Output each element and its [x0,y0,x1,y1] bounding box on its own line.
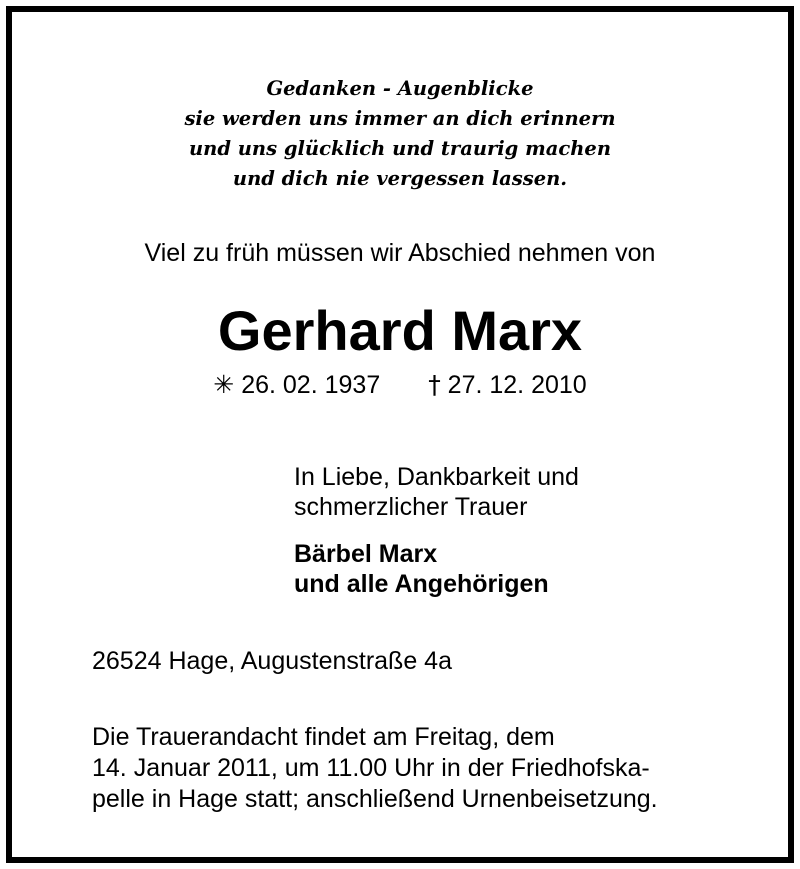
mourning-line: In Liebe, Dankbarkeit und [294,463,579,491]
death-date: 27. 12. 2010 [447,371,587,399]
poem-line: sie werden uns immer an dich erinnern [184,107,616,130]
death-cross-icon: † [428,370,441,399]
family-signature [294,539,549,599]
poem-line: und dich nie vergessen lassen. [232,167,568,190]
intro-text: Viel zu früh müssen wir Abschied nehmen von [144,239,656,267]
poem-line: Gedanken - Augenblicke [266,77,534,100]
service-line: pelle in Hage statt; anschließend Urnenbeisetzung. [92,785,658,813]
mourning-text [294,462,579,522]
mourning-line: schmerzlicher Trauer [294,493,528,521]
deceased-name: Gerhard Marx [217,299,583,362]
poem [12,74,788,194]
service-line: Die Trauerandacht findet am Freitag, dem [92,723,555,751]
address: 26524 Hage, Augustenstraße 4a [92,647,452,675]
life-dates [12,370,788,400]
obituary-frame [6,6,794,863]
birth-date: 26. 02. 1937 [241,371,381,399]
family-line: Bärbel Marx [294,540,438,568]
service-line: 14. Januar 2011, um 11.00 Uhr in der Friedhofska- [92,754,650,782]
poem-line: und uns glücklich und traurig machen [188,137,612,160]
service-info [92,722,658,815]
birth-symbol-icon: ✳ [213,370,235,399]
family-line: und alle Angehörigen [294,570,549,598]
